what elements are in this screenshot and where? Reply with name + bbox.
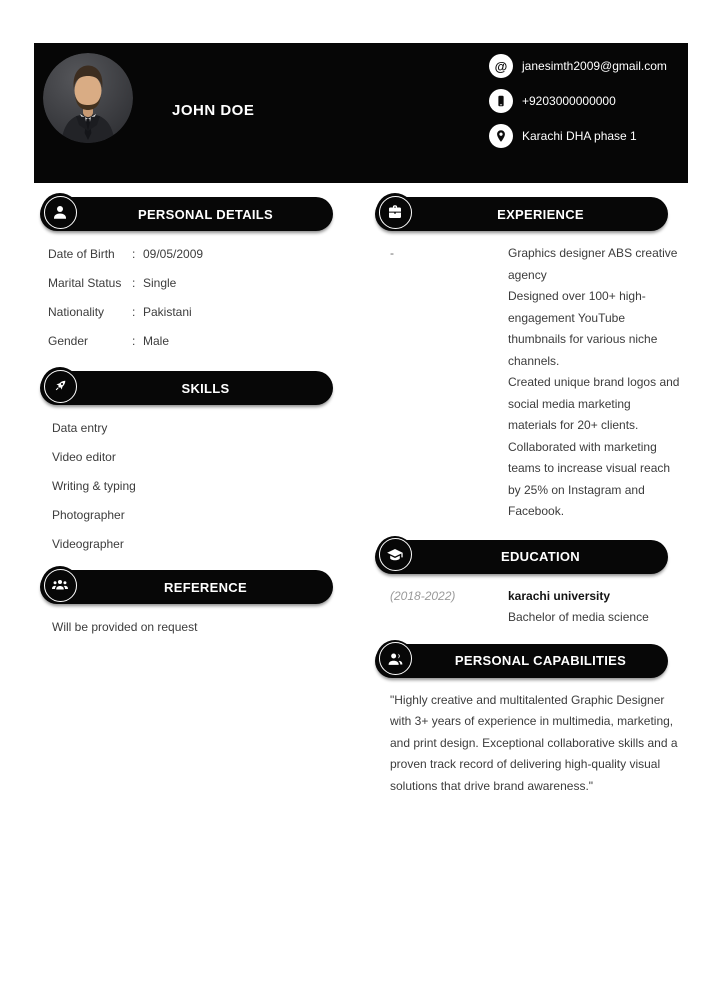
phone-icon <box>489 89 513 113</box>
education-degree: Bachelor of media science <box>508 610 649 624</box>
detail-value: Single <box>143 275 177 290</box>
section-header-skills <box>40 371 333 405</box>
section-header-personal-details <box>40 197 333 231</box>
detail-colon: : <box>132 275 136 290</box>
header <box>34 43 688 183</box>
rocket-icon <box>41 367 79 405</box>
section-header-education <box>375 540 668 574</box>
education-description <box>508 586 682 629</box>
skills-list <box>52 413 334 558</box>
section-title-education: EDUCATION <box>500 549 580 564</box>
person-icon <box>41 193 79 231</box>
briefcase-icon <box>376 193 414 231</box>
skill-item: Videographer <box>52 536 124 551</box>
skill-item: Data entry <box>52 420 108 435</box>
reference-note: Will be provided on request <box>52 619 198 634</box>
skill-item: Photographer <box>52 507 125 522</box>
contact-email-text: janesimth2009@gmail.com <box>522 59 667 73</box>
detail-label: Date of Birth <box>48 246 115 261</box>
contact-location <box>489 124 667 148</box>
section-title-personal-details: PERSONAL DETAILS <box>137 206 274 222</box>
education-entry <box>375 586 688 629</box>
personal-details-list <box>48 239 334 355</box>
contact-location-text: Karachi DHA phase 1 <box>522 129 637 143</box>
section-title-experience: EXPERIENCE <box>497 206 584 222</box>
portrait-illustration <box>43 53 133 143</box>
experience-date: - <box>390 246 394 260</box>
experience-line: Graphics designer ABS creative agency <box>508 246 678 282</box>
personal-capabilities-text: "Highly creative and multitalented Graphic Designer with 3+ years of experience in multimedia, marketing, and print design. Exceptional collaborative skills and a proven track record of delivering high-quality visual solutions that drive brand awareness." <box>390 692 678 793</box>
detail-row-nationality <box>48 297 334 326</box>
location-icon <box>489 124 513 148</box>
graduation-cap-icon <box>376 536 414 574</box>
contact-list <box>489 54 667 148</box>
detail-value: 09/05/2009 <box>143 246 204 261</box>
contact-phone-text: +9203000000000 <box>522 94 616 108</box>
person-profile-icon <box>376 640 414 678</box>
detail-row-marital-status <box>48 268 334 297</box>
detail-label: Nationality <box>48 304 105 319</box>
section-title-skills: SKILLS <box>181 380 230 396</box>
detail-row-dob <box>48 239 334 268</box>
person-name: JOHN DOE <box>172 102 255 119</box>
detail-colon: : <box>132 333 136 348</box>
detail-colon: : <box>132 246 136 261</box>
education-period: (2018-2022) <box>390 588 456 603</box>
section-title-personal-capabilities: PERSONAL CAPABILITIES <box>454 653 627 668</box>
experience-line: Collaborated with marketing teams to increase visual reach by 25% on Instagram and Facebook. <box>508 439 671 518</box>
detail-value: Male <box>143 333 170 348</box>
right-column <box>375 197 688 797</box>
education-school: karachi university <box>508 588 611 603</box>
experience-line: Designed over 100+ high-engagement YouTube thumbnails for various niche channels. <box>508 289 658 368</box>
skill-item: Video editor <box>52 449 116 464</box>
left-column <box>34 197 334 641</box>
detail-row-gender <box>48 326 334 355</box>
email-icon: @ <box>489 54 513 78</box>
section-header-personal-capabilities <box>375 644 668 678</box>
detail-label: Gender <box>48 333 89 348</box>
detail-value: Pakistani <box>143 304 192 319</box>
experience-description <box>508 243 682 523</box>
contact-email <box>489 54 667 78</box>
section-header-experience <box>375 197 668 231</box>
section-title-reference: REFERENCE <box>164 579 247 595</box>
contact-phone <box>489 89 667 113</box>
detail-colon: : <box>132 304 136 319</box>
people-group-icon <box>41 566 79 604</box>
section-header-reference <box>40 570 333 604</box>
profile-photo <box>43 53 133 143</box>
skill-item: Writing & typing <box>52 478 136 493</box>
detail-label: Marital Status <box>48 275 122 290</box>
experience-entry <box>375 243 688 523</box>
experience-line: Created unique brand logos and social media marketing materials for 20+ clients. <box>508 375 680 432</box>
